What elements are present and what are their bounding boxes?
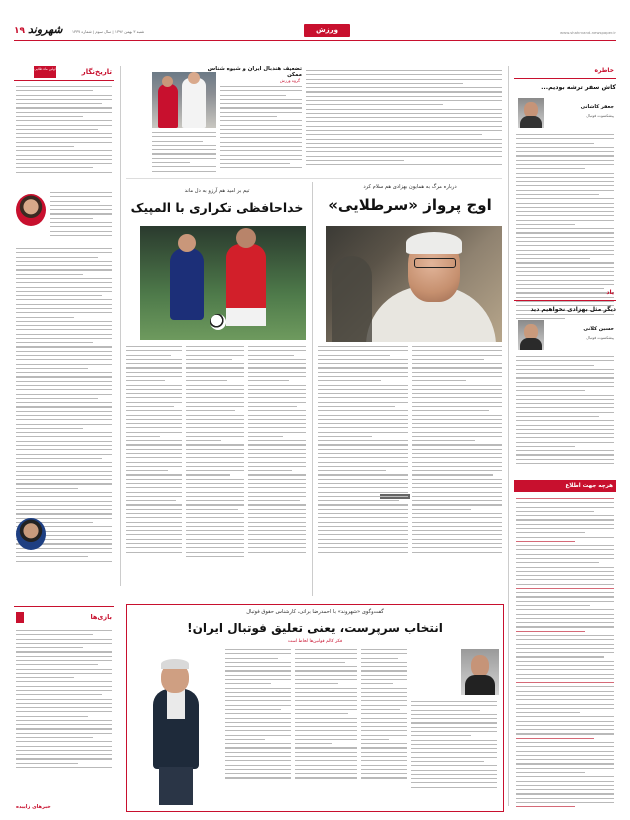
website-url: www.shahrvand-newspaper.ir: [560, 30, 616, 35]
center-divider: [126, 178, 502, 179]
player-portrait-2: [16, 518, 46, 550]
lead-story-kicker: درباره مرگ به همایون بهزادی هم سلام کرد: [363, 184, 457, 190]
memory-header: [514, 288, 616, 301]
memory-author-role: پیشکسوت فوتبال: [586, 335, 614, 340]
opinion-author-role: پیشکسوت فوتبال: [586, 113, 614, 118]
section-tab: [304, 24, 350, 37]
right-column: [514, 66, 616, 810]
handball-head-2: [188, 72, 200, 84]
handball-player-red: [158, 84, 178, 128]
handball-head-1: [162, 76, 173, 87]
opinion-title: کاش سفر ترشه بودیم...: [541, 84, 616, 91]
football-text-col1: [248, 346, 306, 596]
football-story-title: خداحافظی تکراری با المپیک: [130, 200, 304, 215]
player-portrait-1: [16, 194, 46, 226]
notice-header: [514, 480, 616, 492]
barati-body: [465, 675, 495, 695]
barati-face: [471, 655, 489, 677]
coach-shirt: [167, 689, 185, 719]
history-text-2: [50, 192, 112, 242]
player-red-head: [236, 228, 256, 248]
memory-label: یاد: [606, 289, 614, 296]
kalani-portrait: [518, 320, 544, 350]
brand-logo: شهروند: [28, 23, 63, 36]
games-box-icon: [16, 612, 24, 623]
behzadi-intro-text: [306, 70, 502, 166]
notice-label: هرچه جهت اطلاع: [565, 483, 613, 489]
football-ball: [210, 314, 226, 330]
masthead: [14, 20, 616, 44]
second-person-silhouette: [332, 256, 372, 342]
games-box-small: خبرهای زاییده: [16, 804, 51, 810]
football-text-col2: [186, 346, 244, 596]
coach-hair: [161, 659, 189, 669]
interview-text-2: [361, 649, 407, 807]
history-tab: [14, 66, 114, 81]
football-story: [126, 182, 308, 228]
top-story: [126, 66, 302, 174]
kashani-body: [520, 116, 542, 128]
history-text-1: [16, 86, 112, 176]
football-text-col3: [126, 346, 182, 596]
lead-story-title: اوج پرواز «سرطلایی»: [328, 196, 492, 214]
games-box-header: [14, 612, 114, 624]
games-box-title: بازی‌ها: [90, 613, 112, 621]
left-column: [14, 66, 114, 810]
history-tab-badge: [34, 66, 56, 78]
football-photo: [140, 226, 306, 340]
opinion-header: [514, 66, 616, 79]
memory-text: [516, 356, 614, 476]
interview-text-4: [225, 649, 291, 807]
kashani-portrait: [518, 98, 544, 128]
top-story-byline: گروه ورزش: [279, 78, 300, 83]
player-blue: [170, 248, 204, 320]
coach-legs: [159, 767, 193, 805]
history-tab-label: تاریخ‌نگار: [81, 68, 112, 76]
handball-photo: [152, 72, 216, 128]
player-red: [226, 244, 266, 314]
top-story-text-right: [220, 86, 302, 170]
interview-subtitle: فکر کالم قوانین‌ها لحاظ است: [287, 639, 343, 644]
player-blue-head: [178, 234, 196, 252]
football-story-kicker: تیم بر امید هم آرزو به دل ماند: [184, 188, 250, 194]
notice-text: [516, 498, 614, 808]
behzadi-hair: [406, 232, 462, 254]
lead-story-text-2: [318, 346, 408, 596]
player-red-shorts: [226, 308, 266, 326]
column-rule-left: [120, 66, 121, 586]
lead-story: [318, 182, 502, 228]
memory-author: حسین کلانی: [583, 326, 614, 332]
interview-text-1: [411, 701, 497, 807]
page-number: ۱۹: [14, 26, 25, 36]
issue-info: شنبه ۳ بهمن ۱۳۹۶ | سال سوم | شماره ۱۳۳۷: [72, 29, 145, 34]
top-story-text-left: [152, 132, 216, 172]
handball-player-white: [182, 78, 206, 128]
barati-portrait: [461, 649, 499, 695]
coach-photo: [131, 649, 221, 807]
interview-title: انتخاب سرپرست، یعنی تعلیق فوتبال ایران!: [187, 621, 443, 635]
column-rule-center: [312, 182, 313, 596]
memory-title: دیگر مثل بهزادی نخواهیم دید: [530, 306, 616, 313]
lead-story-text-1: [412, 346, 502, 596]
behzadi-photo: [326, 226, 502, 342]
games-text: [16, 630, 112, 810]
interview-kicker: گفت‌وگوی «شهروند» با احمدرضا براتی، کارشناس حقوق فوتبال: [246, 609, 384, 615]
opinion-label: خاطره: [594, 67, 614, 74]
interview-box: [126, 604, 504, 812]
section-name: ورزش: [315, 26, 339, 34]
left-divider: [14, 606, 114, 607]
masthead-rule: [14, 40, 616, 41]
column-rule-right: [508, 66, 509, 806]
kalani-body: [520, 338, 542, 350]
opinion-author: جعفر کاشانی: [580, 104, 614, 110]
interview-text-3: [295, 649, 357, 807]
top-story-kicker: تضعیف هندبال ایران و شیوه شناس ممکن: [207, 66, 302, 78]
history-tab-small: اولین ماه طلایی: [34, 67, 56, 71]
behzadi-glasses: [414, 258, 456, 268]
